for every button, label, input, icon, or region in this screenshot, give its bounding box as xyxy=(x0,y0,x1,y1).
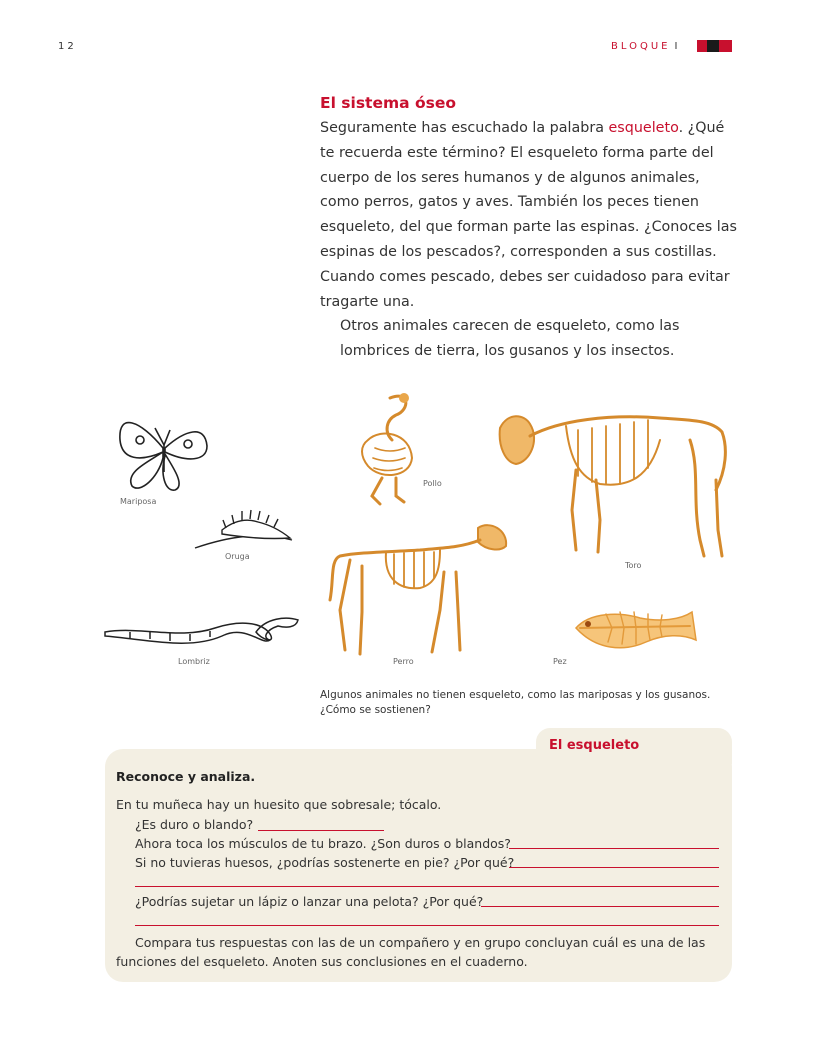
answer-line-3b[interactable] xyxy=(135,886,719,887)
p1-post: . ¿Qué te recuerda este término? El esqueleto forma parte del cuerpo de los seres humanos y de algunos animales, como perros, gatos y aves. También los peces tienen esqueleto, del que forman parte las espinas. ¿Conoces las espinas de los pescados?, corresponden a sus costillas. Cuando comes pescado, debes ser cuidadoso para evitar tragarte una. xyxy=(320,120,737,310)
bull-skeleton xyxy=(500,416,726,556)
label-pez: Pez xyxy=(553,657,567,666)
question-3: Si no tuvieras huesos, ¿podrías sostenerte en pie? ¿Por qué? xyxy=(135,855,515,870)
page-number: 12 xyxy=(58,41,77,52)
activity-subtitle: Reconoce y analiza. xyxy=(116,769,256,784)
chicken-skeleton xyxy=(362,393,412,504)
label-toro: Toro xyxy=(625,561,642,570)
block-numeral: I xyxy=(674,41,681,52)
label-lombriz: Lombriz xyxy=(178,657,210,666)
activity-title: El esqueleto xyxy=(549,738,640,753)
question-2: Ahora toca los músculos de tu brazo. ¿Son duros o blandos? xyxy=(135,836,511,851)
answer-line-4[interactable] xyxy=(481,906,719,907)
activity-closing: Compara tus respuestas con las de un compañero y en grupo concluyan cuál es una de las funciones del esqueleto. Anoten sus conclusiones en el cuaderno. xyxy=(116,935,706,969)
p1-pre: Seguramente has escuchado la palabra xyxy=(320,120,609,136)
block-label-text: BLOQUE xyxy=(611,41,671,52)
label-oruga: Oruga xyxy=(225,552,250,561)
label-pollo: Pollo xyxy=(423,479,442,488)
keyword-esqueleto: esqueleto xyxy=(608,120,679,136)
caterpillar-drawing xyxy=(195,510,292,548)
answer-line-1[interactable] xyxy=(258,830,384,831)
section-title: El sistema óseo xyxy=(320,94,457,112)
answer-line-2[interactable] xyxy=(509,848,719,849)
fish-skeleton xyxy=(576,612,696,648)
label-mariposa: Mariposa xyxy=(120,497,157,506)
question-1: ¿Es duro o blando? xyxy=(135,817,254,832)
label-perro: Perro xyxy=(393,657,414,666)
answer-line-3[interactable] xyxy=(509,867,719,868)
dog-skeleton xyxy=(330,525,506,654)
butterfly-drawing xyxy=(120,423,207,491)
question-4: ¿Podrías sujetar un lápiz o lanzar una pelota? ¿Por qué? xyxy=(135,894,484,909)
worm-drawing xyxy=(105,618,298,643)
paragraph-2: Otros animales carecen de esqueleto, como las lombrices de tierra, los gusanos y los insectos. xyxy=(340,318,680,360)
figure-caption: Algunos animales no tienen esqueleto, como las mariposas y los gusanos. ¿Cómo se sostienen? xyxy=(320,689,711,716)
answer-line-4b[interactable] xyxy=(135,925,719,926)
activity-intro: En tu muñeca hay un huesito que sobresale; tócalo. xyxy=(116,797,442,812)
